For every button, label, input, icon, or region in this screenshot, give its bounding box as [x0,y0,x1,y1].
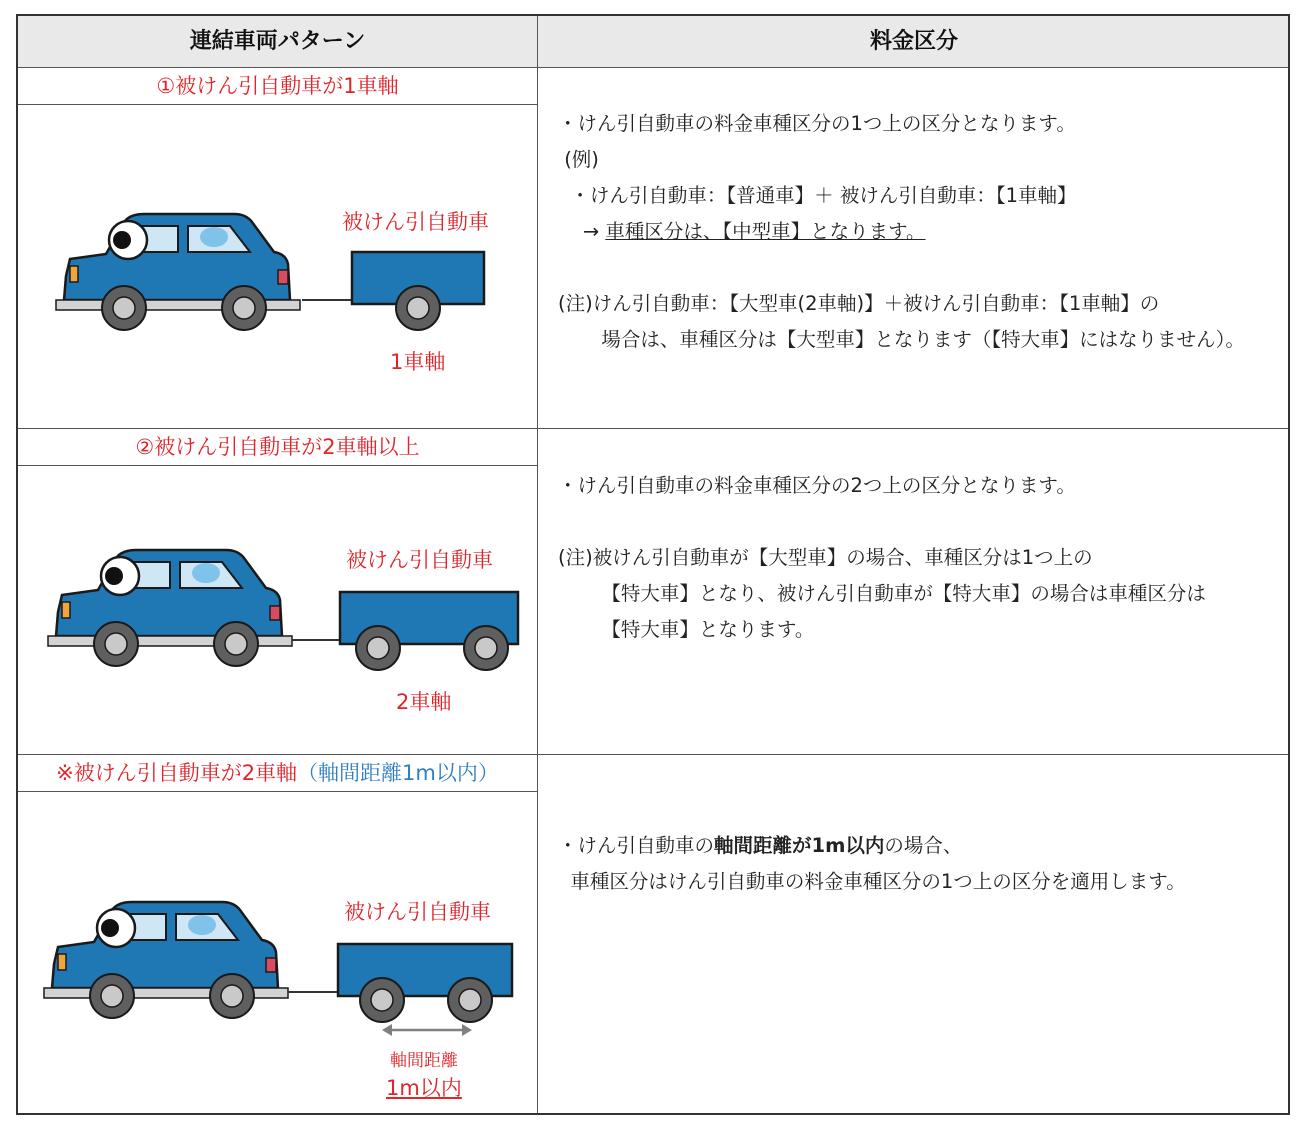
desc-line: ・けん引自動車：【普通車】＋ 被けん引自動車：【1車軸】 [558,184,1077,207]
fee-description-3 [558,828,1186,900]
desc-line: (例) [558,148,599,171]
axle-label-1: 1車軸 [390,350,446,374]
fee-description-1 [558,106,1245,358]
desc-text: の場合、 [884,834,963,857]
pattern-title-3-main: ※被けん引自動車が2車軸 [56,761,298,785]
desc-line: 場合は、車種区分は【大型車】となります（【特大車】にはなりません）。 [558,328,1245,351]
pattern-column-heading: 連結車両パターン [189,29,366,54]
desc-emphasis: 軸間距離が1m以内 [714,834,885,857]
desc-line: 【特大車】となります。 [558,618,815,641]
pattern-title-2: ②被けん引自動車が2車軸以上 [135,435,420,459]
fee-description-2 [558,468,1206,648]
car-icon [42,892,302,1012]
trailer-label-1: 被けん引自動車 [342,210,489,234]
title-divider [18,791,537,792]
arrow-prefix: → [558,220,606,243]
axle-label-2: 2車軸 [396,690,452,714]
desc-line [558,828,1186,864]
table-header [18,16,1288,68]
pattern-title-3-note: （軸間距離1m以内） [297,761,499,785]
trailer-icon [288,944,518,1028]
trailer-icon [302,252,492,332]
desc-line: 車種区分はけん引自動車の料金車種区分の1つ上の区分を適用します。 [558,870,1186,893]
fee-classification-table [16,14,1290,1115]
desc-line [558,214,1245,250]
trailer-icon [292,592,528,676]
result-underlined: 車種区分は、【中型車】となります。 [605,220,926,243]
desc-line: (注)けん引自動車：【大型車(2車軸)】＋被けん引自動車：【1車軸】の [558,292,1160,315]
car-icon [54,204,314,324]
title-divider [18,104,537,105]
trailer-label-2: 被けん引自動車 [346,548,493,572]
car-icon [46,540,306,660]
fee-column-heading: 料金区分 [869,29,958,54]
desc-line: ・けん引自動車の料金車種区分の2つ上の区分となります。 [558,474,1076,497]
double-arrow-icon [380,1022,474,1038]
trailer-label-3: 被けん引自動車 [344,900,491,924]
desc-line: 【特大車】となり、被けん引自動車が【特大車】の場合は車種区分は [558,582,1206,605]
pattern-title-3 [18,755,537,791]
desc-line: ・けん引自動車の料金車種区分の1つ上の区分となります。 [558,112,1076,135]
desc-text: ・けん引自動車の [558,834,715,857]
title-divider [18,465,537,466]
desc-line: (注)被けん引自動車が【大型車】の場合、車種区分は1つ上の [558,546,1093,569]
column-divider [537,16,538,1113]
distance-label: 軸間距離 [390,1051,458,1071]
pattern-title-1: ①被けん引自動車が1車軸 [156,74,399,98]
distance-value: 1m以内 [386,1076,462,1100]
